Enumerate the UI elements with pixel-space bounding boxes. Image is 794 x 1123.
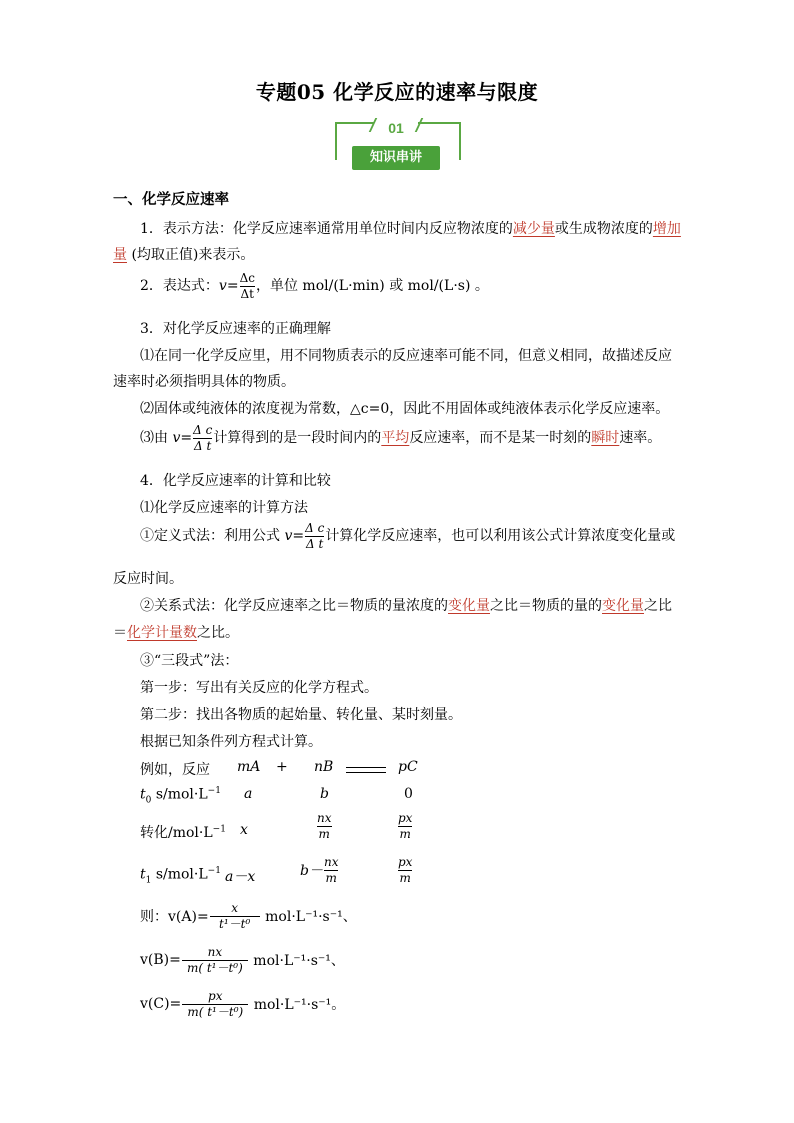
method3-heading: ③“三段式”法：: [140, 653, 239, 669]
fraction: $\frac{\text{Δ c}}{\text{Δ t}}$: [305, 521, 325, 551]
answer-blank: 量: [113, 247, 127, 263]
badge-number: 01: [388, 120, 404, 136]
method2-line2: ＝化学计量数之比。: [113, 625, 239, 641]
final-c: $\frac{px}{m}$: [398, 855, 413, 885]
final-b: b－ $\frac{nx}{m}$: [300, 855, 339, 885]
table-row-reaction: 例如，反应: [140, 762, 210, 778]
table-row-change-label: 转化$/mol\cdot L^{-1}$: [140, 824, 226, 841]
answer-blank: 减少量: [512, 221, 555, 237]
answer-blank: 增加: [652, 221, 681, 237]
item2-formula: 2．表达式：v= $\frac{\Delta c}{\Delta t}$ ，单位 mol/(L·min) 或 mol/(L·s) 。: [140, 271, 489, 301]
item3-1-line2: 速率时必须指明具体的物质。: [113, 374, 295, 390]
method3-step3: 根据已知条件列方程式计算。: [140, 734, 322, 750]
answer-blank: 瞬时: [591, 430, 620, 447]
rate-vB: v(B)= $\frac{nx}{\text{m( t¹－t⁰)}}$ mol·L⁻¹·s⁻¹、: [140, 945, 345, 975]
rate-vC: v(C)= $\frac{px}{\text{m( t¹－t⁰)}}$ mol·L⁻¹·s⁻¹。: [140, 989, 346, 1019]
reactant-a: mA: [237, 759, 261, 775]
item4-heading: 4．化学反应速率的计算和比较: [140, 473, 331, 489]
initial-c: 0: [404, 786, 413, 802]
equals-sign: [346, 762, 386, 778]
answer-blank: 化学计量数: [127, 625, 197, 641]
page-title: 专题05 化学反应的速率与限度: [255, 80, 539, 104]
answer-blank: 变化量: [448, 598, 490, 614]
rate-vA: 则：v(A)= $\frac{x}{\text{t¹－t⁰}}$ mol·L⁻¹·s⁻¹、: [140, 901, 357, 931]
initial-b: b: [320, 786, 329, 802]
answer-blank: 平均: [381, 430, 410, 447]
table-row-initial-label: $t_0$ $s/mol\cdot L^{-1}$: [140, 786, 221, 806]
product-c: pC: [398, 759, 418, 775]
plus-sign: +: [276, 759, 288, 775]
method3-step2: 第二步：找出各物质的起始量、转化量、某时刻量。: [140, 707, 462, 723]
method3-step1: 第一步：写出有关反应的化学方程式。: [140, 680, 378, 696]
item3-1-line1: ⑴在同一化学反应里，用不同物质表示的反应速率可能不同，但意义相同，故描述反应: [140, 348, 672, 364]
answer-blank: 变化量: [602, 598, 644, 614]
final-a: a－x: [225, 869, 256, 885]
initial-a: a: [244, 786, 253, 802]
item1-line2: 量 (均取正值)来表示。: [113, 247, 255, 263]
method2-line1: ②关系式法：化学反应速率之比＝物质的量浓度的变化量之比＝物质的量的变化量之比: [140, 598, 672, 614]
method1-line1: ①定义式法：利用公式 v= $\frac{\text{Δ c}}{\text{Δ t}}$ 计算化学反应速率，也可以利用该公式计算浓度变化量或: [140, 521, 676, 551]
badge-label: 知识串讲: [352, 146, 440, 170]
method1-line2: 反应时间。: [113, 571, 183, 587]
item1-line1: 1．表示方法：化学反应速率通常用单位时间内反应物浓度的减少量或生成物浓度的增加: [140, 221, 681, 237]
item3-2: ⑵固体或纯液体的浓度视为常数，△c=0，因此不用固体或纯液体表示化学反应速率。: [140, 401, 670, 417]
change-c: $\frac{px}{m}$: [398, 811, 413, 841]
reactant-b: nB: [314, 759, 334, 775]
fraction: $\frac{\text{Δ c}}{\text{Δ t}}$: [193, 423, 213, 453]
section-heading: 一、化学反应速率: [113, 192, 229, 208]
change-a: x: [240, 822, 248, 838]
fraction: $\frac{\Delta c}{\Delta t}$: [239, 271, 255, 301]
table-row-final-label: $t_1$ $s/mol\cdot L^{-1}$: [140, 866, 221, 886]
item3-heading: 3．对化学反应速率的正确理解: [140, 321, 331, 337]
item3-3: ⑶由 v= $\frac{\text{Δ c}}{\text{Δ t}}$ 计算得到的是一段时间内的平均反应速率，而不是某一时刻的瞬时速率。: [140, 423, 662, 453]
change-b: $\frac{nx}{m}$: [317, 811, 332, 841]
item4-subheading: ⑴化学反应速率的计算方法: [140, 500, 308, 516]
section-badge: [332, 116, 460, 174]
